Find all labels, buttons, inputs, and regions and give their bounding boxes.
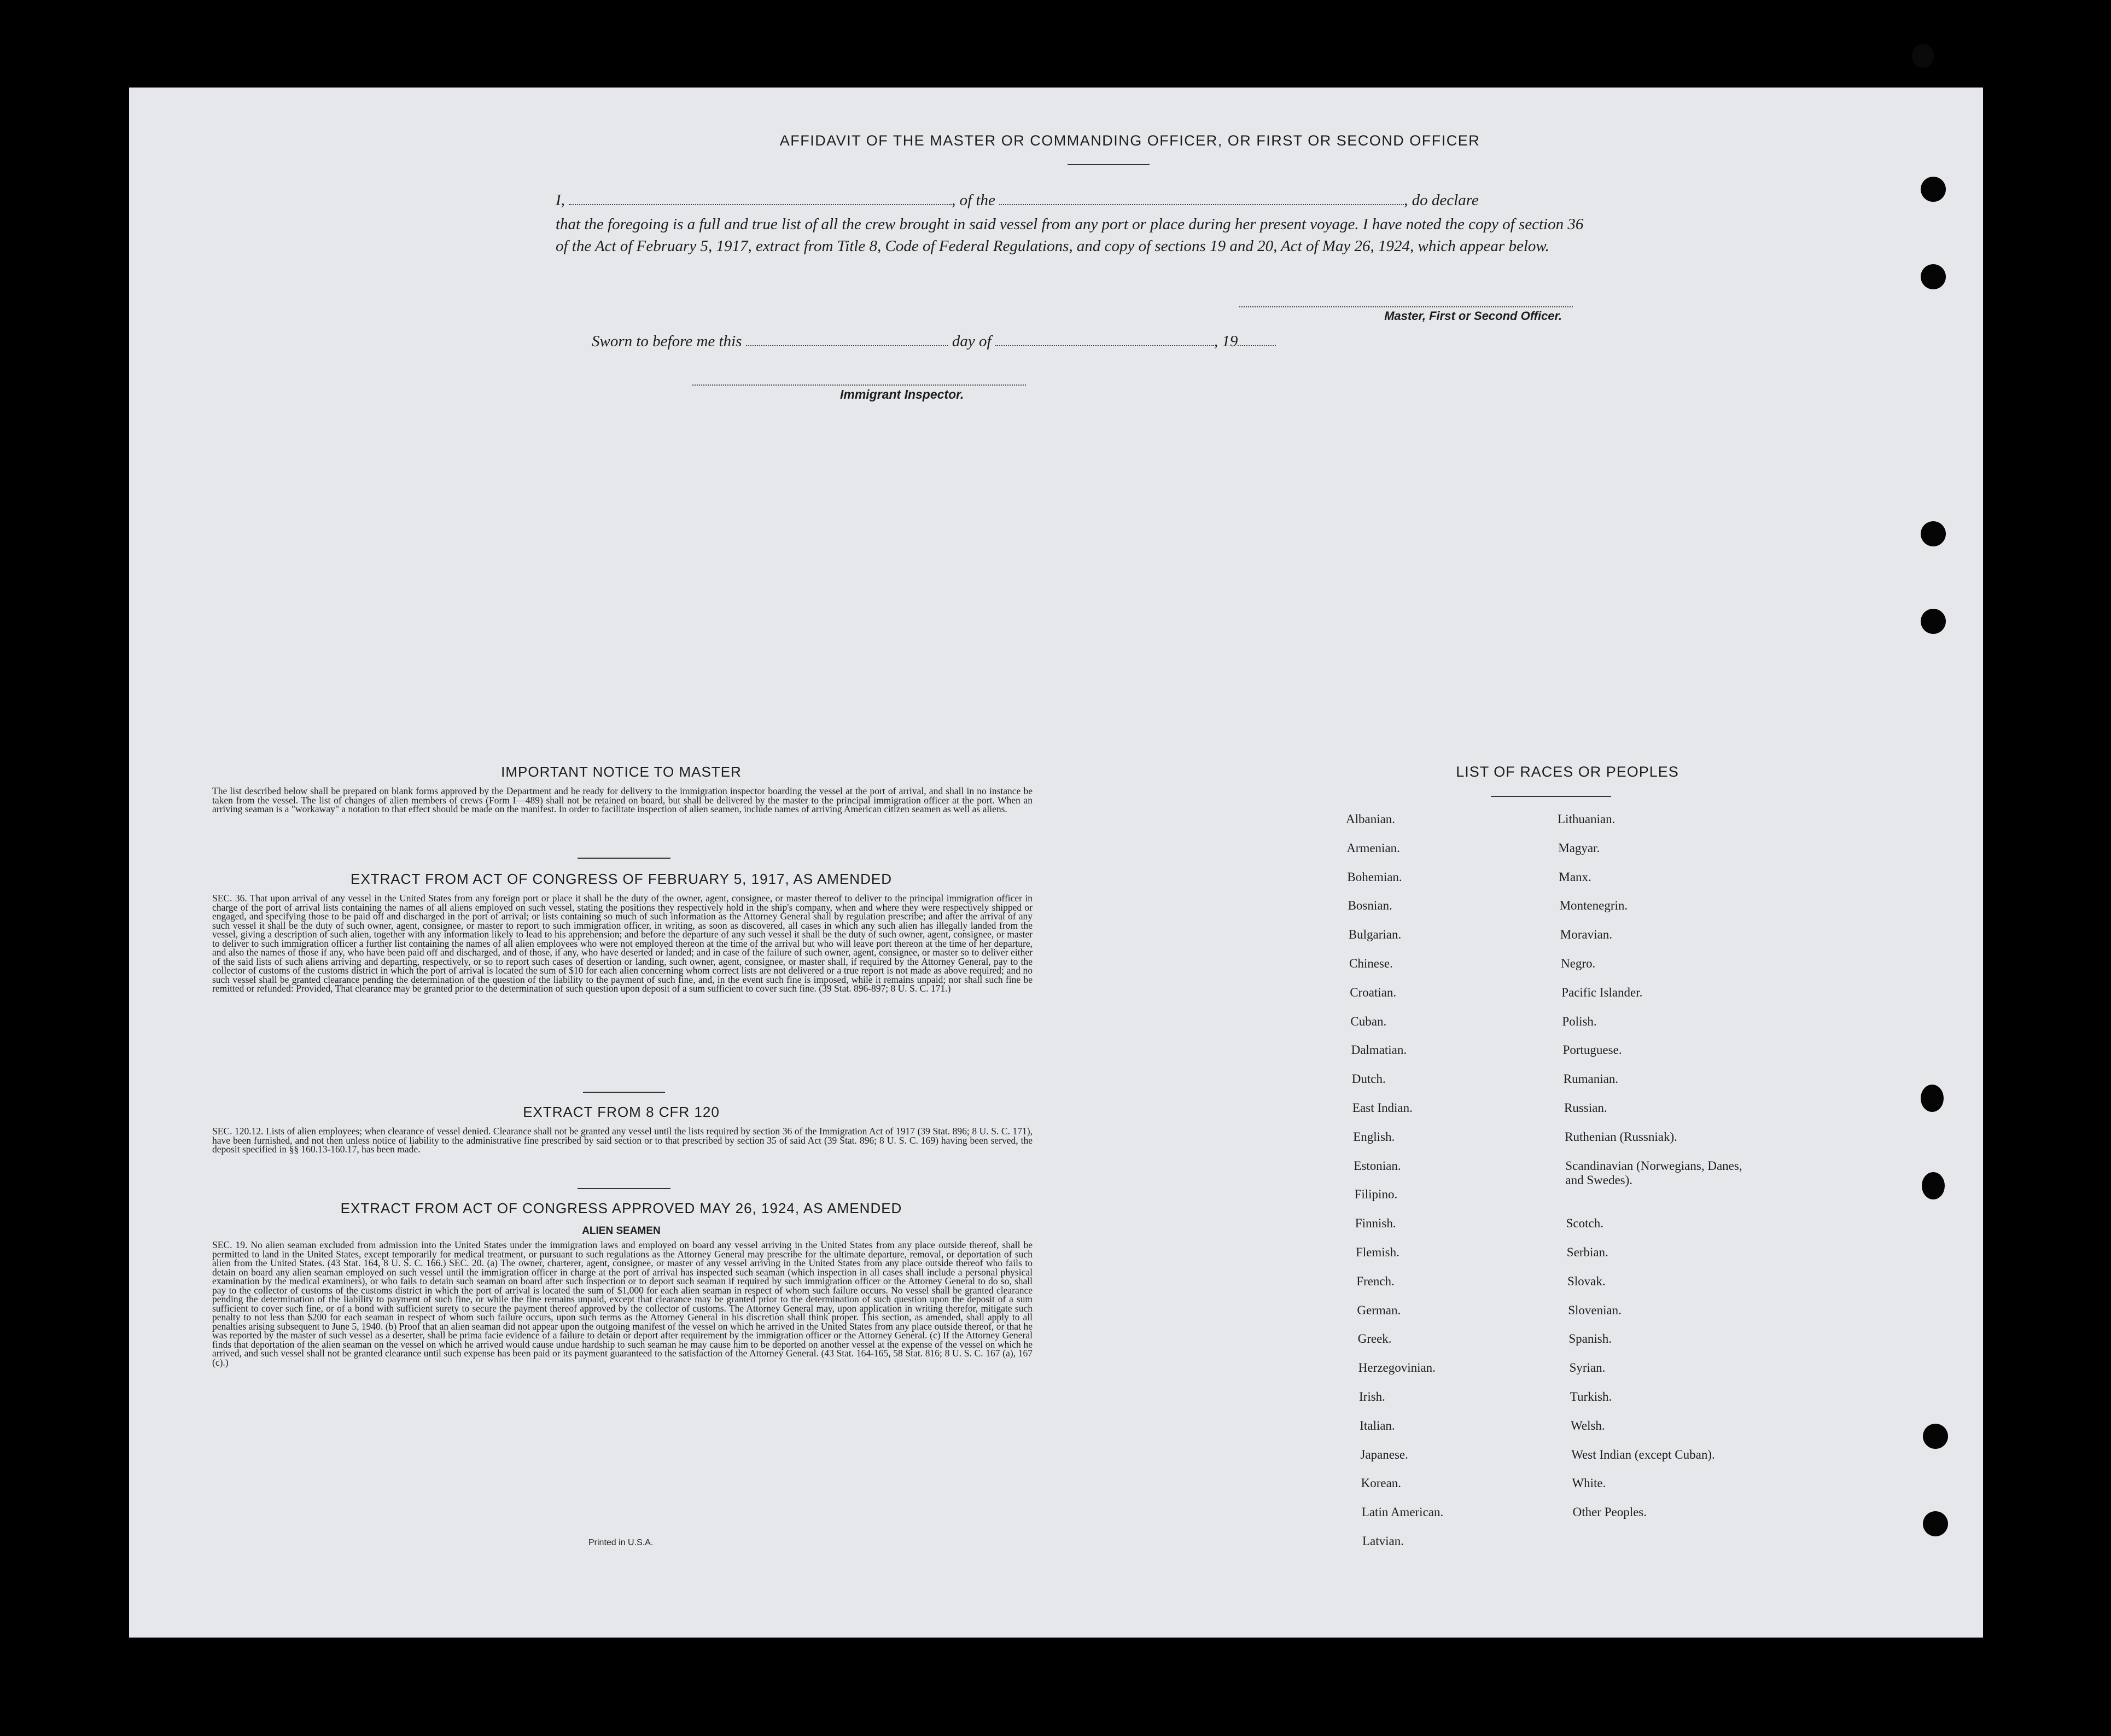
affidavit-body: that the foregoing is a full and true list of all the crew brought in said vessel from any port or place during her present voyage. I have noted the copy of section 36 of the Act of February 5, 1917, extract from Title 8, Code of Federal Regulations, and copy of sections 19 and 20, Act of May 26, 1924, which appear below. (556, 215, 1584, 255)
vessel-blank (999, 193, 1404, 205)
affidavit-declaration-line (556, 191, 1567, 209)
race-item: Latvian. (1362, 1534, 1404, 1548)
race-item: Finnish. (1355, 1216, 1396, 1231)
sworn-day-blank (746, 334, 948, 346)
race-item: Polish. (1562, 1014, 1597, 1028)
race-item: Dalmatian. (1351, 1043, 1407, 1057)
affidavit-title: AFFIDAVIT OF THE MASTER OR COMMANDING OFFICER, OR FIRST OR SECOND OFFICER (779, 132, 1480, 149)
race-item: East Indian. (1352, 1101, 1413, 1115)
race-item: Serbian. (1566, 1245, 1608, 1259)
race-item: Turkish. (1570, 1390, 1612, 1403)
affidavit-of-the: , of the (952, 191, 995, 209)
race-item: Slovenian. (1568, 1303, 1622, 1317)
race-item: Russian. (1564, 1101, 1607, 1115)
race-item: Portuguese. (1562, 1043, 1622, 1057)
race-item: Flemish. (1356, 1245, 1399, 1259)
sworn-year-blank (1238, 334, 1276, 346)
extract-cfr-text: SEC. 120.12. Lists of alien employees; when clearance of vessel denied. Clearance shall not be granted any vessel until the lists required by section 36 of the Immigration Act of 1917 (39 Stat. 896; 8 U. S. C. 171), have been furnished, and not then unless notice of liability to the administrative fine prescribed by said section or to that prescribed by section 35 of said Act (39 Stat. 896; 8 U. S. C. 169) having been served, the deposit specified in §§ 160.13-160.17, has been made. (212, 1126, 1033, 1155)
race-item: Estonian. (1354, 1158, 1401, 1173)
race-item: Scotch. (1566, 1216, 1603, 1231)
affidavit-i: I, (556, 191, 565, 209)
race-item: West Indian (except Cuban). (1571, 1447, 1715, 1461)
punch-hole (1921, 521, 1946, 546)
race-item: Lithuanian. (1558, 812, 1616, 826)
manifest-page (129, 88, 1983, 1638)
races-title: LIST OF RACES OR PEOPLES (1456, 764, 1679, 780)
race-item: German. (1357, 1303, 1401, 1317)
race-item: Moravian. (1560, 928, 1612, 942)
race-item: Manx. (1559, 870, 1591, 884)
punch-hole (1921, 264, 1946, 289)
race-item: Italian. (1360, 1418, 1395, 1432)
sworn-day-of: day of (952, 333, 992, 350)
race-item: Bohemian. (1347, 870, 1402, 884)
race-item: Bosnian. (1348, 899, 1392, 913)
punch-hole (1921, 177, 1946, 202)
notice-text: The list described below shall be prepared on blank forms approved by the Department and be ready for delivery to the immigration inspector boarding the vessel at the port of arrival, and shall in no instance be taken from the vessel. The list of changes of alien members of crews (Form I—489) shall not be retained on board, but shall be delivered by the master to the principal immigration officer at the port. When an arriving seaman is a "workaway" a notation to that effect should be made on the manifest. In order to facilitate inspection of alien seamen, include names of arriving American citizen seamen as well as aliens. (212, 785, 1033, 814)
notice-title: IMPORTANT NOTICE TO MASTER (501, 764, 742, 780)
race-item: Ruthenian (Russniak). (1565, 1129, 1677, 1144)
race-item: Scandinavian (Norwegians, Danes, and Swedes). (1565, 1158, 1742, 1187)
sworn-text: Sworn to before me this (592, 333, 742, 350)
punch-hole (1912, 44, 1934, 68)
inspector-signature-line (692, 385, 1026, 386)
race-item: Armenian. (1346, 841, 1400, 855)
race-item: Cuban. (1350, 1014, 1387, 1028)
extract-cfr-title: EXTRACT FROM 8 CFR 120 (523, 1104, 720, 1120)
race-item: Syrian. (1569, 1361, 1606, 1375)
race-item: Montenegrin. (1559, 899, 1628, 913)
punch-hole (1923, 1511, 1948, 1536)
master-signature-line (1239, 306, 1573, 307)
punch-hole (1921, 1085, 1944, 1112)
punch-hole (1923, 1424, 1948, 1449)
race-item: French. (1356, 1274, 1395, 1288)
race-item: Other Peoples. (1572, 1505, 1647, 1519)
race-item: Pacific Islander. (1561, 985, 1643, 999)
race-item: Rumanian. (1563, 1072, 1619, 1086)
inspector-signature-label: Immigrant Inspector. (840, 387, 964, 401)
race-item: Albanian. (1346, 812, 1396, 826)
extract-1917-text: SEC. 36. That upon arrival of any vessel in the United States from any foreign port or place it shall be the duty of the owner, agent, consignee, or master thereof to deliver to the principal immigration officer in charge of the port of arrival lists containing the names of all aliens employed on such vessel, stating the positions they respectively hold in the ship's company, when and where they were respectively shipped or engaged, and specifying those to be paid off and discharged in the port of arrival; or lists containing so much of such information as the Attorney General shall by regulation prescribe; and after the arrival of any such vessel it shall be the duty of such owner, agent, consignee, or master to report to such immigration officer, in writing, as soon as discovered, all cases in which any such alien has illegally landed from the vessel, giving a description of such alien, together with any information likely to lead to his apprehension; and before the departure of any such vessel it shall be the duty of such owner, agent, consignee, or master to deliver to such immigration officer a further list containing the names of all alien employees who were not employed thereon at the time of the arrival but who will leave port thereon at the time of her departure, and also the names of those if any, who have been paid off and discharged, and of those, if any, who have deserted or landed; and in case of the failure of such owner, agent, consignee, or master so to deliver either of the said lists of such aliens arriving and departing, respectively, or so to report such cases of desertion or landing, such owner, agent, consignee, or master shall, if required by the Attorney General, pay to the collector of customs of the customs district in which the port of arrival is located the sum of $10 for each alien concerning whom correct lists are not delivered or a true report is not made as above required; and no such vessel shall be granted clearance pending the determination of the question of the liability to the payment of such fine, and, in the event such fine is imposed, while it remains unpaid; nor shall such fine be remitted or refunded: Provided, That clearance may be granted prior to the determination of such question upon deposit of a sum sufficient to cover such fine. (39 Stat. 896-897; 8 U. S. C. 171.) (212, 893, 1033, 994)
sworn-year: , 19 (1214, 333, 1238, 350)
punch-hole (1921, 609, 1946, 634)
races-divider (1491, 796, 1611, 797)
punch-hole (1922, 1172, 1945, 1199)
race-item: Magyar. (1558, 841, 1600, 855)
extract-1924-title: EXTRACT FROM ACT OF CONGRESS APPROVED MAY 26, 1924, AS AMENDED (340, 1200, 902, 1216)
race-item: Japanese. (1360, 1447, 1408, 1461)
race-item: Spanish. (1568, 1332, 1612, 1346)
race-item: Irish. (1359, 1390, 1385, 1403)
extract-1924-subtitle: ALIEN SEAMEN (582, 1225, 661, 1237)
extract-1917-divider (583, 1092, 665, 1093)
race-item: Negro. (1561, 957, 1596, 970)
extract-1924-text: SEC. 19. No alien seaman excluded from admission into the United States under the immigration laws and employed on board any vessel arriving in the United States from any place outside thereof, shall be permitted to land in the United States, except temporarily for medical treatment, or pursuant to such regulations as the Attorney General may prescribe for the ultimate departure, removal, or deportation of such alien from the United States. (43 Stat. 164, 8 U. S. C. 166.) SEC. 20. (a) The owner, charterer, agent, consignee, or master of any vessel arriving in the United States from any place outside thereof who fails to detain on board any alien seaman employed on such vessel until the immigration officer in charge at the port of arrival has inspected such seaman (which inspection in all cases shall include a personal physical examination by the medical examiners), or who fails to detain such seaman on board after such inspection or to deport such seaman if required by such immigration officer or the Attorney General to do so, shall pay to the collector of customs of the customs district in which the port of arrival is located the sum of $1,000 for each alien seaman in respect of whom such failure occurs. No vessel shall be granted clearance pending the determination of the liability to payment of such fine, or while the fine remains unpaid, except that clearance may be granted prior to the determination of such question upon the deposit of a sum sufficient to cover such fine, or of a bond with sufficient surety to secure the payment thereof approved by the collector of customs. The Attorney General may, upon application in writing therefor, mitigate such penalty to not less than $200 for each seaman in respect of whom such failure occurs, upon such terms as the Attorney General in his discretion shall think proper. This section, as amended, shall apply to all penalties arising subsequent to June 5, 1940. (b) Proof that an alien seaman did not appear upon the outgoing manifest of the vessel on which he arrived in the United States from any place outside thereof, or that he was reported by the master of such vessel as a deserter, shall be prima facie evidence of a failure to detain or deport after requirement by the immigration officer or the Attorney General. (c) If the Attorney General finds that deportation of the alien seaman on the vessel on which he arrived would cause undue hardship to such seaman he may cause him to be deported on another vessel at the expense of the vessel on which he arrived, and such vessel shall not be granted clearance until such expense has been paid or its payment guaranteed to the satisfaction of the Attorney General. (43 Stat. 164-165, 58 Stat. 816; 8 U. S. C. 167 (a), 167 (c).) (212, 1239, 1033, 1368)
race-item: Greek. (1357, 1332, 1392, 1346)
printed-in-usa: Printed in U.S.A. (588, 1538, 654, 1547)
race-item: Bulgarian. (1348, 928, 1402, 942)
race-item: Herzegovinian. (1358, 1361, 1436, 1375)
race-item: Latin American. (1361, 1505, 1444, 1519)
sworn-line (592, 333, 1276, 351)
race-item: English. (1353, 1129, 1395, 1144)
race-item: Croatian. (1350, 985, 1397, 999)
extract-1917-title: EXTRACT FROM ACT OF CONGRESS OF FEBRUARY 5, 1917, AS AMENDED (351, 871, 892, 887)
affidavit-do-declare: , do declare (1404, 191, 1479, 209)
race-item: Welsh. (1571, 1418, 1605, 1432)
affidavit-divider (1068, 164, 1150, 165)
extract-cfr-divider (578, 1188, 670, 1189)
race-item: Dutch. (1351, 1072, 1386, 1086)
race-item: Korean. (1361, 1476, 1402, 1490)
race-item: Filipino. (1354, 1187, 1398, 1202)
name-blank (569, 193, 952, 205)
notice-divider (578, 858, 670, 859)
sworn-month-blank (995, 334, 1214, 346)
race-item: White. (1572, 1476, 1606, 1490)
race-item: Slovak. (1567, 1274, 1606, 1288)
master-signature-label: Master, First or Second Officer. (1384, 309, 1562, 323)
race-item: Chinese. (1349, 957, 1393, 970)
